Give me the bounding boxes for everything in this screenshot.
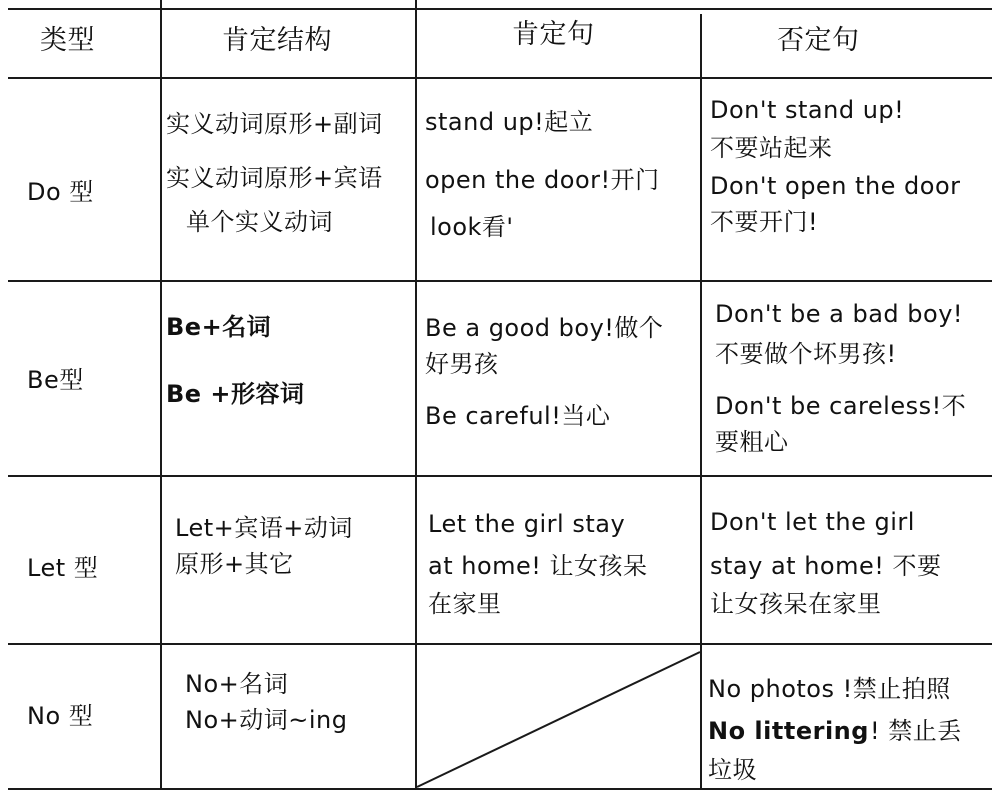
header-structure: 肯定结构 (222, 25, 332, 56)
positive-example: look看' (430, 213, 514, 241)
negative-example: Don't be a bad boy! (715, 300, 964, 328)
structure-line: No+动词~ing (185, 706, 348, 734)
structure-line: 实义动词原形+宾语 (166, 164, 383, 192)
type-let: Let 型 (27, 554, 99, 582)
negative-example: 不要开门! (710, 208, 819, 236)
header-positive: 肯定句 (512, 19, 595, 50)
structure-line: 单个实义动词 (186, 208, 333, 236)
structure-line: Let+宾语+动词 (175, 514, 353, 542)
negative-example: 垃圾 (708, 756, 757, 784)
negative-example: ! 禁止丢 (870, 717, 962, 745)
positive-example: Be careful!当心 (425, 402, 611, 430)
negative-example: 不要站起来 (710, 134, 833, 162)
positive-example: Be a good boy!做个 (425, 314, 664, 342)
positive-example: 好男孩 (425, 350, 499, 378)
structure-line: Be+名词 (166, 313, 272, 341)
negative-example: Don't let the girl (710, 508, 915, 536)
type-be: Be型 (27, 366, 84, 394)
header-negative: 否定句 (777, 25, 860, 56)
negative-example: Don't open the door (710, 172, 961, 200)
positive-example: 在家里 (428, 590, 502, 618)
positive-example: at home! 让女孩呆 (428, 552, 648, 580)
negative-example: 让女孩呆在家里 (710, 590, 882, 618)
structure-line: 实义动词原形+副词 (166, 110, 383, 138)
negative-example: 要粗心 (715, 428, 789, 456)
positive-example: open the door!开门 (425, 166, 660, 194)
type-no: No 型 (27, 702, 94, 730)
negative-example: No photos !禁止拍照 (708, 675, 951, 703)
structure-line: No+名词 (185, 670, 289, 698)
negative-example: No littering (708, 717, 869, 745)
positive-example: Let the girl stay (428, 510, 626, 538)
header-type: 类型 (40, 25, 95, 56)
structure-line: 原形+其它 (175, 550, 294, 578)
negative-example: Don't stand up! (710, 96, 905, 124)
negative-example: stay at home! 不要 (710, 552, 942, 580)
negative-example: 不要做个坏男孩! (715, 340, 897, 368)
negative-example: Don't be careless!不 (715, 392, 967, 420)
type-do: Do 型 (27, 178, 94, 206)
positive-example: stand up!起立 (425, 108, 594, 136)
structure-line: Be +形容词 (166, 380, 305, 408)
